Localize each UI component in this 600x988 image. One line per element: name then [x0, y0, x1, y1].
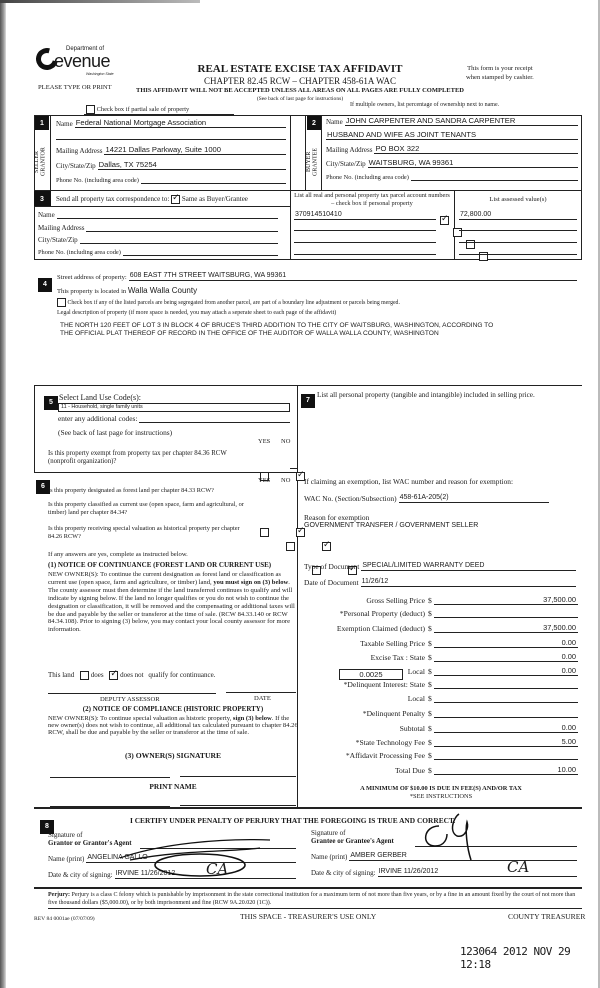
- amount-row: [300, 737, 578, 747]
- amount-row: [300, 709, 578, 718]
- county-treasurer-label: COUNTY TREASURER: [508, 912, 586, 921]
- amount-field[interactable]: [434, 751, 578, 760]
- amount-row: [300, 623, 578, 633]
- scan-edge: [0, 0, 200, 3]
- seller-address-row: [56, 145, 286, 155]
- divider: [290, 190, 291, 260]
- dollar-sign: $: [428, 667, 432, 676]
- see-back-note: (See back of last page for instructions): [256, 96, 344, 102]
- field-label: Name: [56, 120, 73, 128]
- partial-sale-option[interactable]: [86, 105, 189, 114]
- same-as-buyer-label: Same as Buyer/Grantee: [181, 195, 248, 204]
- notice-text-bold: you must sign on (3) below: [213, 578, 289, 586]
- section-number-box: [38, 273, 52, 292]
- amount-label: *Delinquent Penalty: [362, 708, 425, 718]
- divider: [48, 908, 582, 909]
- grantor-name-row: [48, 853, 296, 863]
- divider: [34, 385, 35, 473]
- amount-field[interactable]: 0.00: [434, 723, 578, 733]
- land-use-see-back: (See back of last page for instructions): [58, 428, 173, 437]
- notice-compliance-title: (2) NOTICE OF COMPLIANCE (HISTORIC PROPERTY): [82, 705, 264, 713]
- amount-row: [300, 652, 578, 662]
- amount-row: [300, 765, 578, 775]
- local-rate-field[interactable]: 0.0025: [339, 669, 403, 680]
- question-yes-checkbox[interactable]: [260, 528, 269, 537]
- reason-field[interactable]: GOVERNMENT TRANSFER / GOVERNMENT SELLER: [304, 522, 479, 529]
- section-number-box: [34, 191, 51, 206]
- assessed-row: [459, 222, 577, 231]
- logo-state: Washington State: [86, 72, 114, 76]
- does-not-label: does not: [120, 671, 144, 680]
- parcel-row: [294, 210, 436, 220]
- print-name-label: PRINT NAME: [149, 782, 197, 791]
- if-yes-note: If any answers are yes, complete as instructed below.: [48, 551, 188, 558]
- assessed-row: [459, 210, 577, 220]
- question-no-checkbox[interactable]: [322, 542, 331, 551]
- question-yes-checkbox[interactable]: [286, 542, 295, 551]
- section-number: 5: [44, 396, 58, 410]
- grantee-date-field[interactable]: IRVINE 11/26/2012: [378, 867, 577, 877]
- signature-label: Signature of: [311, 829, 346, 837]
- notice-continuance-title: (1) NOTICE OF CONTINUANCE (FOREST LAND OR CURRENT USE): [48, 561, 272, 569]
- side-label: GRANTOR: [40, 147, 47, 177]
- this-land-label: This land: [48, 671, 75, 680]
- buyer-city-row: [326, 158, 578, 168]
- street-address-field[interactable]: 608 EAST 7TH STREET WAITSBURG, WA 99361: [129, 271, 577, 281]
- field-label: City/State/Zip: [38, 236, 78, 244]
- amount-label: *Personal Property (deduct): [339, 609, 425, 619]
- segregated-label: Check box if any of the listed parcels are being segregated from another parcel, are part of a boundary line adjustment or parcels being merged.: [67, 299, 400, 306]
- amount-field[interactable]: 37,500.00: [434, 595, 578, 605]
- dollar-sign: $: [428, 652, 432, 662]
- field-label: enter any additional codes:: [58, 414, 138, 423]
- dor-logo: [36, 42, 118, 82]
- signature-label: Signature of: [48, 831, 83, 839]
- seller-name-field[interactable]: Federal National Mortgage Association: [75, 118, 286, 128]
- seller-phone-row: [56, 175, 286, 184]
- amount-field[interactable]: 5.00: [434, 737, 578, 747]
- grantor-date-field[interactable]: IRVINE 11/26/2012: [115, 869, 296, 879]
- amount-row: [300, 751, 578, 760]
- field-label: Mailing Address: [56, 147, 103, 155]
- dollar-sign: $: [428, 609, 432, 619]
- dollar-sign: $: [428, 694, 432, 704]
- correspondence-label: Send all property tax correspondence to:: [56, 195, 170, 204]
- amount-row: [300, 680, 578, 689]
- continuance-row: [48, 671, 215, 680]
- scan-edge: [0, 0, 6, 988]
- grantor-name-field[interactable]: ANGELINA GALLO: [86, 853, 296, 863]
- divider: [34, 807, 582, 809]
- side-label: SELLER: [34, 151, 40, 173]
- section-number: 7: [301, 394, 315, 408]
- dollar-sign: $: [428, 708, 432, 718]
- divider: [454, 190, 455, 260]
- buyer-city-field[interactable]: WAITSBURG, WA 99361: [368, 158, 578, 168]
- forest-question: Is this property classified as current use (open space, farm and agricultural, or timber) land per chapter 84.34?: [48, 501, 244, 516]
- notice-text: NEW OWNER(S): To continue the current designation as forest land or classification as current use (open space, farm and agriculture, or timber) land,: [48, 571, 281, 586]
- corr-name-field[interactable]: [57, 210, 278, 219]
- seller-city-row: [56, 160, 286, 170]
- field-label: City/State/Zip: [56, 162, 96, 170]
- notice-compliance-body: [48, 715, 298, 737]
- field-label: Street address of property:: [57, 274, 127, 281]
- grantee-name-field[interactable]: AMBER GERBER: [349, 851, 577, 861]
- logo-agency-name: evenue: [54, 51, 111, 71]
- dollar-sign: $: [428, 766, 432, 776]
- corr-address-row: [38, 223, 278, 232]
- seller-city-field[interactable]: Dallas, TX 75254: [98, 160, 286, 170]
- exemption-instruction: If claiming an exemption, list WAC number and reason for exemption:: [304, 477, 514, 486]
- notice-continuance-body: [48, 571, 298, 634]
- seller-side-label: [34, 137, 50, 187]
- side-label: BUYER: [306, 151, 312, 173]
- perjury-label: Perjury:: [48, 892, 70, 898]
- notice-text-bold: sign (3) below: [232, 715, 272, 722]
- assessed-value-field[interactable]: [459, 246, 577, 255]
- doc-type-row: [304, 561, 576, 571]
- amount-row: [300, 666, 578, 676]
- buyer-address-field[interactable]: PO BOX 322: [374, 144, 578, 154]
- exempt-question: Is this property exempt from property tax per chapter 84.36 RCW (nonprofit organization)?: [48, 450, 227, 465]
- amount-row: [300, 595, 578, 605]
- buyer-name-row-2: [326, 130, 578, 140]
- field-label: Phone No. (including area code): [326, 174, 409, 181]
- field-label: WAC No. (Section/Subsection): [304, 494, 397, 503]
- assessed-value-field[interactable]: [459, 234, 577, 243]
- corr-city-field[interactable]: [80, 235, 278, 244]
- doc-date-field[interactable]: 11/26/12: [361, 577, 576, 587]
- dollar-sign: $: [428, 596, 432, 605]
- amount-label: *Affidavit Processing Fee: [345, 751, 425, 761]
- county-value[interactable]: Walla Walla County: [127, 286, 198, 295]
- amount-label: Gross Selling Price: [366, 596, 425, 605]
- buyer-name-field-2[interactable]: HUSBAND AND WIFE AS JOINT TENANTS: [326, 130, 578, 140]
- does-checkbox[interactable]: [80, 671, 89, 680]
- treasurer-space-label: THIS SPACE - TREASURER'S USE ONLY: [240, 912, 377, 921]
- same-as-buyer-checkbox[interactable]: [171, 195, 180, 204]
- grantor-date-row: [48, 869, 296, 879]
- assessed-row: [459, 234, 577, 243]
- deputy-assessor-label: DEPUTY ASSESSOR: [100, 696, 160, 703]
- field-label: Name: [326, 118, 343, 126]
- assessed-value-field[interactable]: [459, 222, 577, 231]
- amount-label: Taxable Selling Price: [360, 638, 425, 648]
- partial-sale-checkbox[interactable]: [86, 105, 95, 114]
- buyer-side-column: [305, 115, 322, 191]
- form-warning: THIS AFFIDAVIT WILL NOT BE ACCEPTED UNLESS ALL AREAS ON ALL PAGES ARE FULLY COMPLETED: [136, 87, 464, 94]
- amount-field[interactable]: [434, 694, 578, 703]
- amount-label: Exemption Claimed (deduct): [336, 624, 425, 634]
- buyer-address-row: [326, 144, 578, 154]
- parcels-header: List all real and personal property tax parcel account numbers – check box if personal property: [294, 192, 450, 207]
- amount-row: [300, 609, 578, 618]
- divider: [34, 887, 582, 889]
- assessed-header: List assessed value(s): [489, 196, 547, 203]
- amount-row: [300, 638, 578, 648]
- divider: [34, 206, 291, 207]
- amount-label: Excise Tax : State: [370, 652, 425, 662]
- seller-name-row-2: [56, 131, 286, 140]
- field-label: Name: [38, 211, 55, 219]
- field-label: This property is located in: [57, 288, 127, 295]
- section-number: 4: [38, 278, 52, 292]
- divider: [34, 190, 582, 191]
- partial-sale-label: Check box if partial sale of property: [96, 105, 190, 113]
- yes-header: YES: [258, 477, 271, 484]
- grantee-name-row: [311, 851, 577, 861]
- amount-field[interactable]: 0.00: [434, 652, 578, 662]
- amount-row: [300, 694, 578, 703]
- county-row: [57, 286, 197, 295]
- field-label: Mailing Address: [326, 146, 373, 154]
- corr-city-row: [38, 235, 278, 244]
- doc-type-field[interactable]: SPECIAL/LIMITED WARRANTY DEED: [361, 561, 576, 571]
- divider: [34, 472, 298, 473]
- notice-text: NEW OWNER(S): To continue special valuation as historic property,: [48, 715, 232, 722]
- certify-statement: I CERTIFY UNDER PENALTY OF PERJURY THAT THE FOREGOING IS TRUE AND CORRECT.: [130, 816, 456, 825]
- minimum-note: A MINIMUM OF $10.00 IS DUE IN FEE(S) AND/OR TAX: [360, 785, 522, 792]
- personal-property-checkbox[interactable]: [440, 216, 449, 225]
- dollar-sign: $: [428, 680, 432, 690]
- additional-codes-field[interactable]: [139, 414, 290, 423]
- seller-name-field-2[interactable]: [56, 131, 286, 140]
- perjury-notice: [48, 891, 582, 907]
- grantor-initials: CA: [206, 860, 229, 878]
- land-use-label: Select Land Use Code(s):: [59, 393, 141, 402]
- section-number: 1: [35, 116, 49, 130]
- section-number-box: [44, 391, 58, 410]
- wac-row: [304, 493, 576, 503]
- assessed-value-field[interactable]: 72,800.00: [459, 210, 577, 220]
- owner-signature-line[interactable]: [180, 776, 296, 777]
- section-number: 3: [35, 192, 49, 206]
- dollar-sign: $: [428, 738, 432, 747]
- buyer-phone-row: [326, 172, 578, 181]
- date-label: DATE: [254, 695, 271, 702]
- owner-signature-line[interactable]: [50, 777, 170, 778]
- seller-name-row: [56, 118, 286, 128]
- multiple-owners-note: If multiple owners, list percentage of ownership next to name.: [350, 102, 500, 108]
- field-label: Date of Document: [304, 578, 359, 587]
- revision-label: REV 84 0001ae (07/07/09): [34, 916, 95, 922]
- section-number: 6: [36, 480, 50, 494]
- amount-label: Subtotal: [399, 723, 425, 733]
- corr-address-field[interactable]: [86, 223, 278, 232]
- dollar-sign: $: [428, 638, 432, 648]
- perjury-text: Perjury is a class C felony which is punishable by imprisonment in the state correctional institution for a maximum term of not more than five years, or by a fine in an amount fixed by the court of not more than five thousand dollars ($5,000.00), or by both imprisonment and fine (RCW 9A.20.020 (1C)).: [48, 892, 576, 906]
- amount-label: Local: [407, 667, 425, 676]
- does-not-checkbox[interactable]: [109, 671, 118, 680]
- amount-field[interactable]: 0.00: [434, 638, 578, 648]
- parcel-account-field[interactable]: [294, 234, 436, 243]
- forest-question: Is this property designated as forest land per chapter 84.33 RCW?: [48, 487, 214, 494]
- does-label: does: [90, 671, 104, 680]
- notice-text: . The county assessor must then determine if the land transferred continues to qualify and will indicate by signing below. If the land no longer qualifies or you do not wish to continue the designation or classification, it will be removed and the compensating or additional taxes will be due and payable by the seller or transferor at the time of sale. (RCW 84.33.140 or RCW 84.34.108). Prior to signing (3) below, you may contact your local county assessor for more information.: [48, 578, 295, 634]
- yes-header: YES: [258, 438, 271, 445]
- see-instructions: *SEE INSTRUCTIONS: [409, 793, 473, 800]
- form-title: REAL ESTATE EXCISE TAX AFFIDAVIT: [197, 63, 403, 75]
- segregated-option[interactable]: [57, 298, 400, 307]
- section-number-box: [301, 389, 315, 408]
- field-label: Date & city of signing:: [311, 869, 376, 877]
- question-no-checkbox[interactable]: [296, 528, 305, 537]
- seller-address-field[interactable]: 14221 Dallas Parkway, Suite 1000: [104, 145, 286, 155]
- please-print-note: PLEASE TYPE OR PRINT: [38, 84, 112, 91]
- land-use-select[interactable]: 11 - Household, single family units: [58, 403, 290, 412]
- field-label: Name (print): [311, 853, 348, 861]
- notice-text: . If the new owner(s) does not wish to continue, all additional tax calculated pursuant to chapter 84.26 RCW, shall be due and payable by the seller or transferor at the time of sale.: [48, 715, 298, 737]
- parcel-account-field[interactable]: [294, 246, 436, 255]
- receipt-line: when stamped by cashier.: [466, 74, 534, 81]
- parcel-account-field[interactable]: 370914510410: [294, 210, 436, 220]
- print-name-line[interactable]: [180, 805, 296, 806]
- grantee-signature-field[interactable]: [415, 846, 577, 847]
- assessed-row: [459, 246, 577, 255]
- street-row: [57, 271, 577, 281]
- form-chapter: CHAPTER 82.45 RCW – CHAPTER 458-61A WAC: [204, 76, 396, 86]
- cashier-stamp: 123064 2012 NOV 29 12:18: [460, 945, 571, 971]
- reason-label: Reason for exemption: [304, 513, 370, 522]
- field-label: Date & city of signing:: [48, 871, 113, 879]
- grantee-initials: CA: [507, 858, 530, 876]
- corr-phone-row: [38, 247, 278, 256]
- dollar-sign: $: [428, 723, 432, 733]
- field-label: Phone No. (including area code): [56, 177, 139, 184]
- buyer-side-label: [306, 137, 322, 187]
- dollar-sign: $: [428, 624, 432, 634]
- side-label: GRANTEE: [312, 148, 319, 176]
- legal-label: Legal description of property (if more space is needed, you may attach a seperate sheet to each page of the affidavit): [57, 310, 337, 316]
- assessor-signature-line[interactable]: [48, 693, 216, 694]
- buyer-name-row: [326, 116, 578, 126]
- parcel-row: [294, 234, 436, 243]
- correspondence-label-row: [56, 195, 248, 204]
- doc-date-row: [304, 577, 576, 587]
- parcel-row: [294, 222, 436, 231]
- amount-label: *State Technology Fee: [355, 738, 425, 747]
- divider: [290, 468, 298, 469]
- amount-label: Total Due: [394, 766, 425, 776]
- grantor-signature-field[interactable]: [140, 848, 296, 849]
- seller-phone-field[interactable]: [141, 175, 286, 184]
- receipt-line: This form is your receipt: [467, 65, 533, 72]
- logo-agency-line: Department of: [66, 46, 105, 52]
- amount-field[interactable]: 10.00: [434, 765, 578, 775]
- buyer-phone-field[interactable]: [411, 172, 578, 181]
- amount-label: Local: [407, 694, 425, 704]
- personal-property-field[interactable]: [317, 412, 577, 462]
- corr-name-row: [38, 210, 278, 219]
- amount-field[interactable]: 37,500.00: [434, 623, 578, 633]
- personal-property-label: List all personal property (tangible and intangible) included in selling price.: [317, 391, 535, 399]
- divider: [34, 385, 582, 386]
- signature-label: Grantee or Grantee's Agent: [311, 837, 394, 845]
- amount-field[interactable]: [434, 609, 578, 618]
- assessor-date-line[interactable]: [226, 692, 296, 693]
- no-header: NO: [281, 438, 291, 445]
- qualify-label: qualify for continuance.: [148, 671, 216, 680]
- amount-row: [300, 723, 578, 733]
- forest-question: Is this property receiving special valuation as historical property per chapter 84.26 RCW?: [48, 525, 240, 540]
- grantor-signature-label: [48, 831, 132, 847]
- owner-signature-label: (3) OWNER(S) SIGNATURE: [124, 751, 222, 760]
- receipt-note: [466, 64, 534, 82]
- grantee-date-row: [311, 867, 577, 877]
- grantee-signature-label: [311, 829, 394, 845]
- additional-codes-row: [58, 414, 290, 423]
- divider: [290, 115, 291, 191]
- field-label: Phone No. (including area code): [38, 249, 121, 256]
- section-number: 2: [307, 116, 321, 130]
- amount-label: *Delinquent Interest: State: [343, 680, 425, 690]
- section-number: 8: [40, 820, 54, 834]
- field-label: Type of Document: [304, 562, 360, 571]
- amount-field[interactable]: [434, 680, 578, 689]
- seller-side-column: [34, 115, 51, 191]
- corr-phone-field[interactable]: [123, 247, 278, 256]
- amount-field[interactable]: 0.00: [434, 666, 578, 676]
- segregated-checkbox[interactable]: [57, 298, 66, 307]
- field-label: Name (print): [48, 855, 85, 863]
- amount-field[interactable]: [434, 709, 578, 718]
- signature-label: Grantor or Grantor's Agent: [48, 839, 132, 847]
- parcel-account-field[interactable]: [294, 222, 436, 231]
- legal-description[interactable]: THE NORTH 120 FEET OF LOT 3 IN BLOCK 4 OF BRUCE'S THIRD ADDITION TO THE CITY OF WAITSBURG, WASHINGTON, ACCORDING TO THE OFFICIAL PLAT THEREOF OF RECORD IN THE OFFICE OF THE AUDITOR OF WALLA WALLA COUNTY, WASHINGTON: [60, 322, 494, 337]
- field-label: City/State/Zip: [326, 160, 366, 168]
- dollar-sign: $: [428, 751, 432, 761]
- buyer-name-field[interactable]: JOHN CARPENTER AND SANDRA CARPENTER: [345, 116, 578, 126]
- no-header: NO: [281, 477, 291, 484]
- wac-field[interactable]: 458-61A-205(2): [399, 493, 549, 503]
- field-label: Mailing Address: [38, 224, 85, 232]
- parcel-row: [294, 246, 436, 255]
